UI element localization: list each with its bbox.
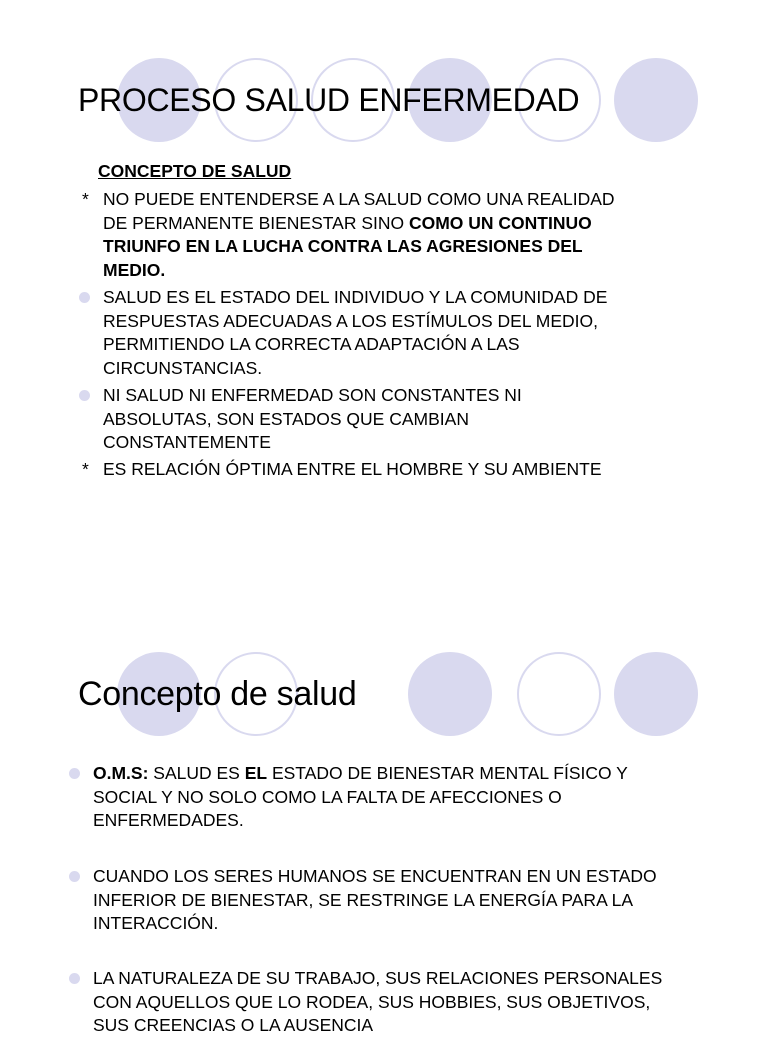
decorative-circle-filled (614, 58, 698, 142)
bullet-bold-text: O.M.S: (93, 763, 149, 783)
paragraph-bold-text: TRIUNFO EN LA LUCHA CONTRA LAS AGRESIONES DEL (103, 236, 583, 256)
paragraph-bold-text: MEDIO. (103, 259, 166, 280)
paragraph-text: NO PUEDE ENTENDERSE A LA SALUD COMO UNA REALIDAD (103, 189, 615, 209)
paragraph-item (82, 458, 692, 482)
slide-title: PROCESO SALUD ENFERMEDAD (78, 82, 580, 118)
decorative-circle-outline (517, 652, 601, 736)
slide-2 (0, 595, 768, 1035)
asterisk-marker: * (82, 189, 89, 209)
paragraph-text: ES RELACIÓN ÓPTIMA ENTRE EL HOMBRE Y SU AMBIENTE (103, 459, 602, 479)
paragraph-text: DE PERMANENTE BIENESTAR SINO (103, 212, 409, 233)
bullet-dot-icon (69, 871, 80, 882)
slide-1 (0, 0, 768, 512)
bullet-dot-icon (79, 292, 90, 303)
bullet-text: SALUD ES (148, 763, 245, 783)
paragraph-item (82, 188, 692, 282)
section-heading: CONCEPTO DE SALUD (98, 161, 292, 181)
asterisk-marker: * (82, 459, 89, 479)
bullet-dot-icon (69, 973, 80, 984)
bullet-item: NI SALUD NI ENFERMEDAD SON CONSTANTES NI ABSOLUTAS, SON ESTADOS QUE CAMBIAN CONSTANTEMENTE (103, 385, 522, 452)
decorative-circle-filled (614, 652, 698, 736)
slide-title: Concepto de salud (78, 675, 357, 713)
bullet-dot-icon (69, 768, 80, 779)
bullet-dot-icon (79, 390, 90, 401)
bullet-item (93, 762, 688, 833)
bullet-item: CUANDO LOS SERES HUMANOS SE ENCUENTRAN EN UN ESTADO INFERIOR DE BIENESTAR, SE RESTRINGE LA ENERGÍA PARA LA INTERACCIÓN. (93, 866, 657, 933)
decorative-circle-filled (408, 652, 492, 736)
bullet-item: LA NATURALEZA DE SU TRABAJO, SUS RELACIONES PERSONALES CON AQUELLOS QUE LO RODEA, SUS HOBBIES, SUS OBJETIVOS, SUS CREENCIAS O LA AUSENCIA (93, 968, 663, 1035)
bullet-item: SALUD ES EL ESTADO DEL INDIVIDUO Y LA COMUNIDAD DE RESPUESTAS ADECUADAS A LOS ESTÍMULOS DEL MEDIO, PERMITIENDO LA CORRECTA ADAPTACIÓN A LAS CIRCUNSTANCIAS. (103, 287, 608, 378)
bullet-text: ESTADO DE BIENESTAR MENTAL FÍSICO Y SOCIAL Y NO SOLO COMO LA FALTA DE AFECCIONES O ENFERMEDADES. (93, 763, 628, 830)
bullet-bold-text: EL (244, 763, 268, 783)
paragraph-bold-text: COMO UN CONTINUO (408, 212, 592, 233)
paragraph-line (82, 212, 692, 236)
